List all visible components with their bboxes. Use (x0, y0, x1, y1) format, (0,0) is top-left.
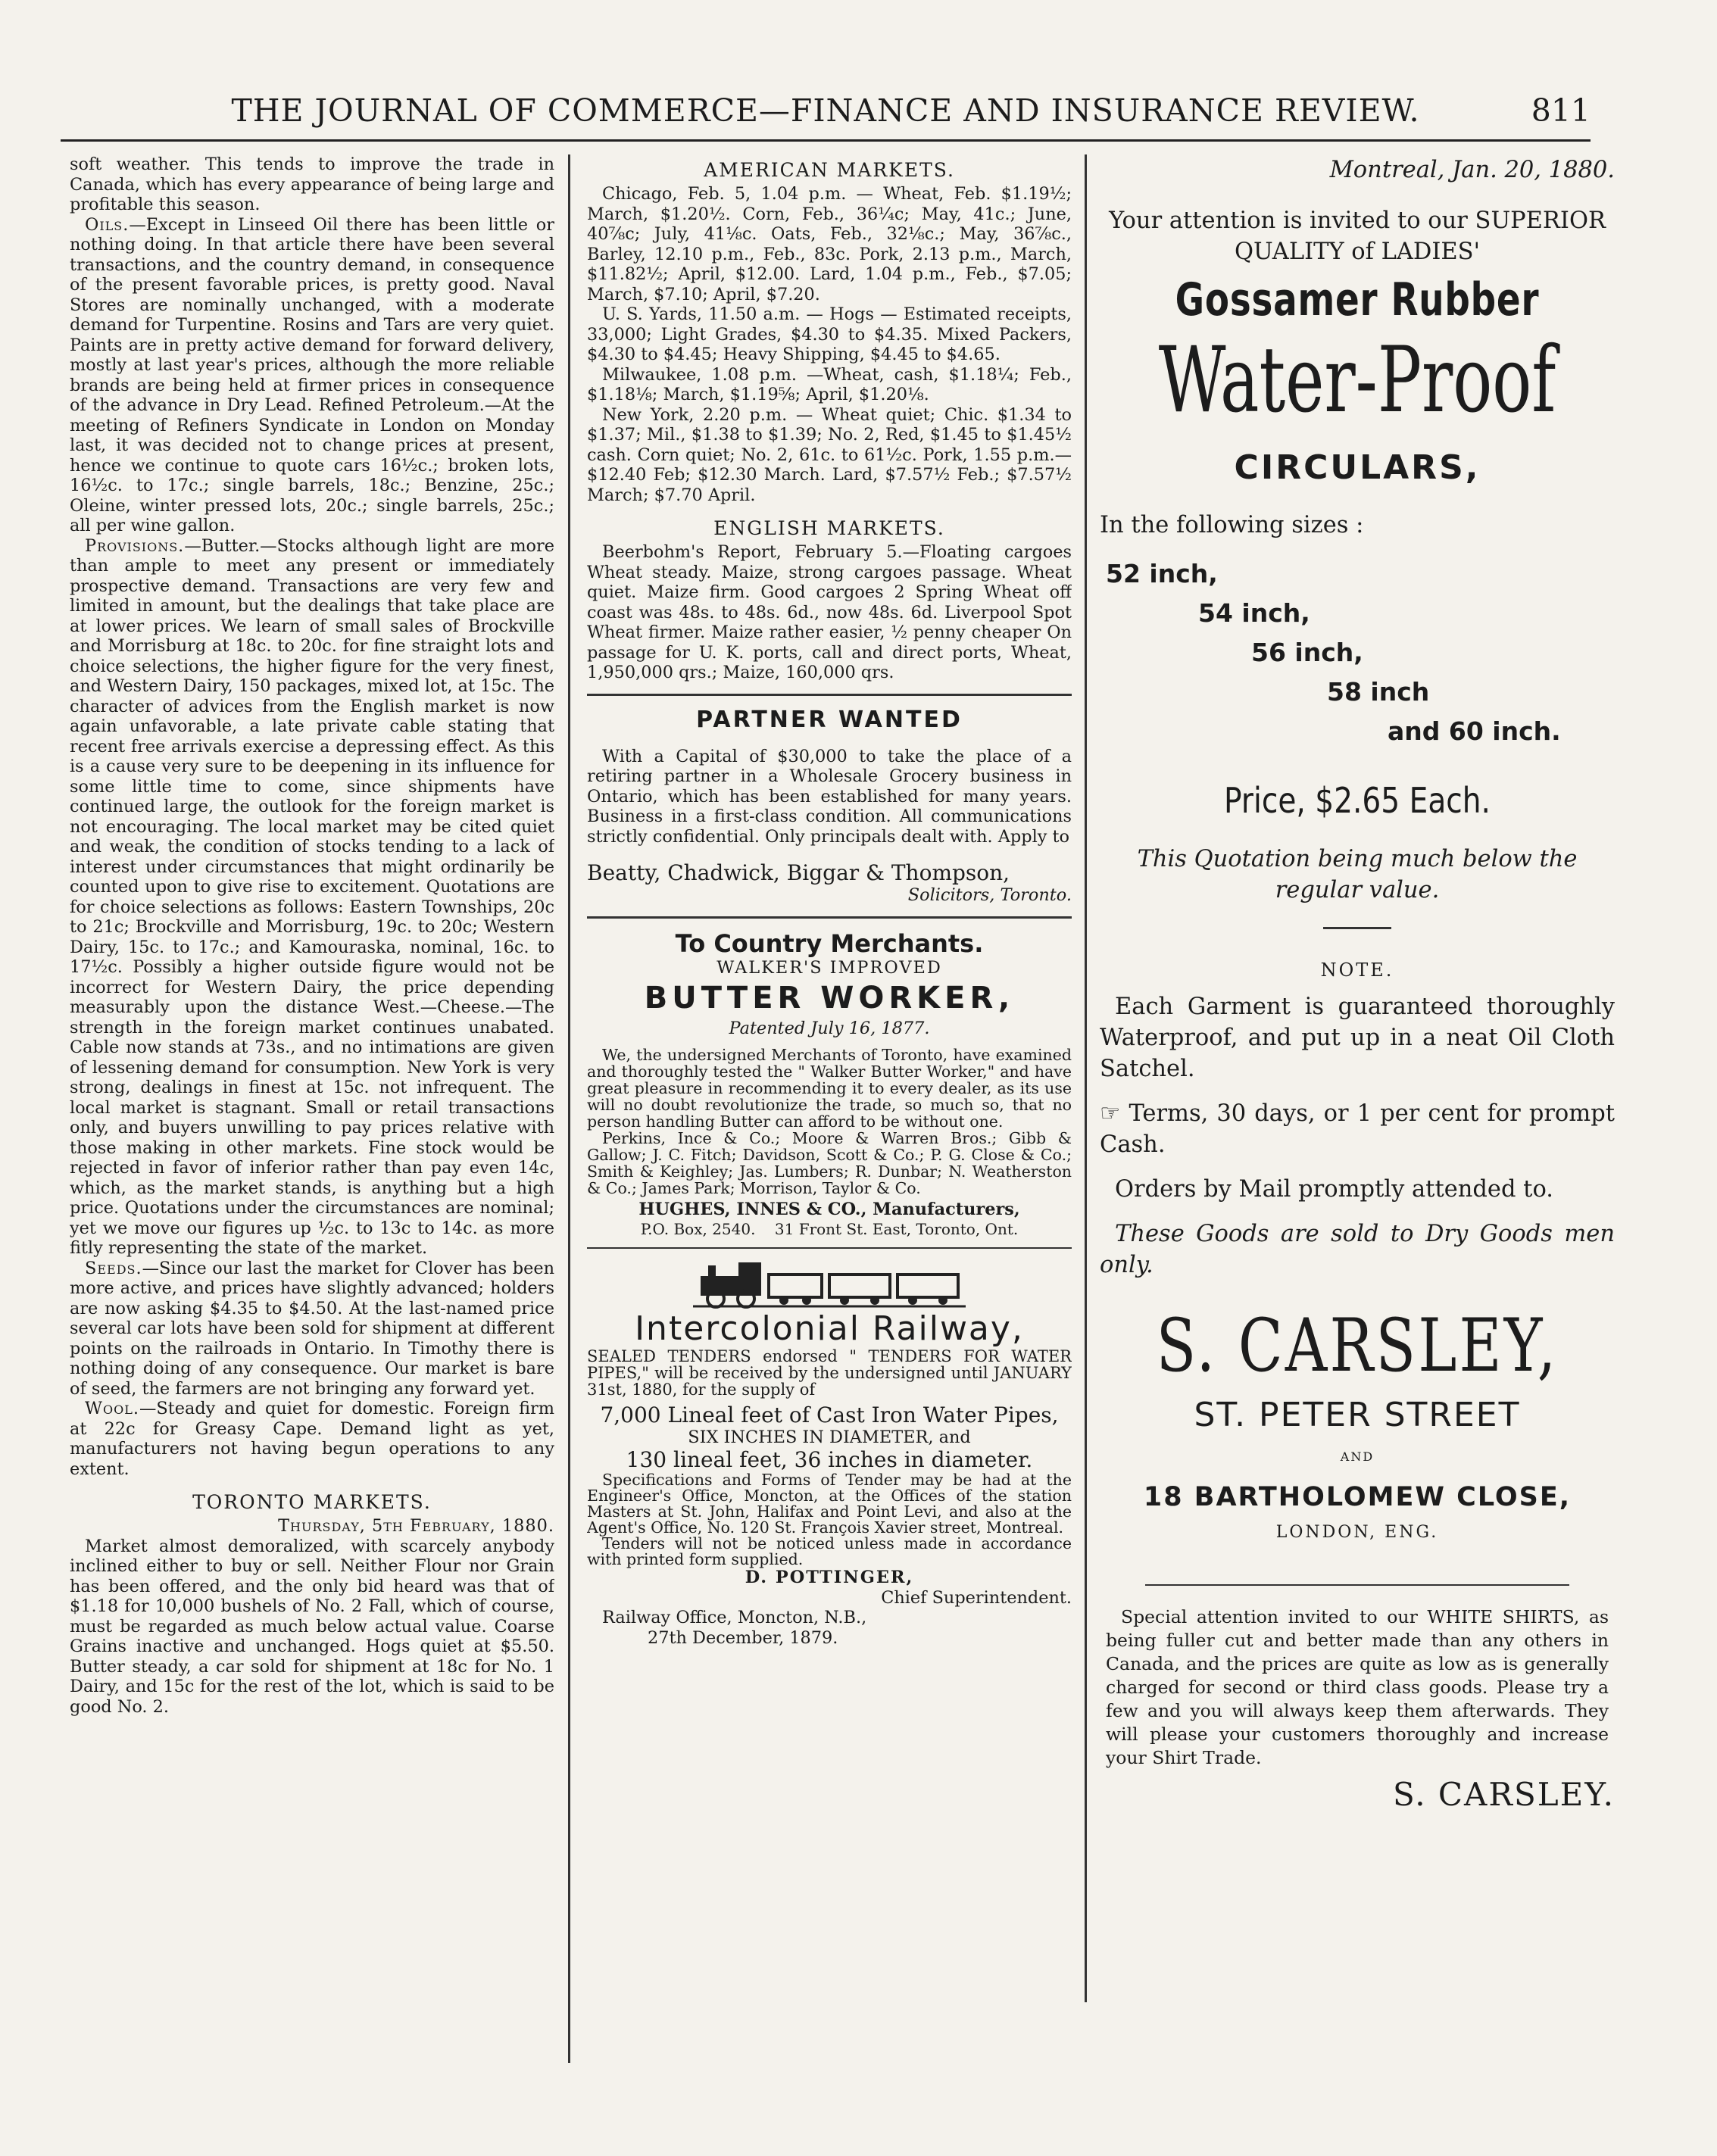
note-guarantee: Each Garment is guaranteed thoroughly Waterproof, and put up in a neat Oil Cloth Satchel. (1100, 994, 1615, 1082)
pointing-hand-icon: ☞ (1100, 1100, 1129, 1127)
waterproof-heading: Water-Proof (1158, 328, 1556, 433)
note-terms (1100, 1098, 1615, 1160)
column-rule-right (1085, 154, 1087, 2002)
cast-iron-pipes: 7,000 Lineal feet of Cast Iron Water Pipes, (600, 1402, 1059, 1427)
divider (587, 916, 1072, 919)
new-york-quotes: New York, 2.20 p.m. — Wheat quiet; Chic. $1.34 to $1.37; Mil., $1.38 to $1.39; No. 2, Red, $1.45 to $1.45½ cash. Corn quiet; No. 2, 61c. to 61½c. Pork, 1.55 p.m.—$12.40 Feb; $12.30 March. Lard, $7.57½ Feb.; $7.57½ March; $7.70 April. (587, 404, 1072, 505)
intro-text: Your attention is invited to our SUPERIOR QUALITY of LADIES' (1109, 207, 1606, 265)
terms-text: Terms, 30 days, or 1 per cent for prompt Cash. (1100, 1100, 1615, 1158)
divider (1323, 927, 1391, 929)
provisions-text: —Butter.—Stocks although light are more than ample to meet any present or immediately prospective demand. Transactions are very few and limited in amount, but the dealings that take place are at lower prices. We learn of small sales of Brockville and Morrisburg at 18c. to 20c. for fine straight lots and choice selections, the higher figure for the very finest, and Western Dairy, 150 packages, mixed lot, at 15c. The character of advices from the English market is now again unfavorable, a late private cable stating that recent free arrivals exercise a depressing effect. As this is a cause very sure to be deepening in its influence for some little time to come, since shipments have continued large, the outlook for the foreign market is not encouraging. The local market may be cited quiet and weak, the condition of stocks tending to a lack of interest under circumstances that might ordinarily be counted upon to give rise to excitement. Quotations are for choice selections as follows: Eastern Townships, 20c to 21c; Brockville and Morrisburg, 19c. to 20c; Western Dairy, 15c. to 17c.; and Kamouraska, nominal, 16c. to 17½c. Possibly a higher outside figure would not be incorrect for Western Dairy, the price depending measurably upon the distance West.—Cheese.—The strength in the foreign market continues unabated. Cable now stands at 73s., and no intimations are given of lessening demand for consumption. New York is very strong, dealings in finest at 15c. not infrequent. The local market is stagnant. Small or retail transactions only, and buyers unwilling to pay prices relative with those making in other markets. Fine stock would be rejected in favor of inferior rather than pay even 14c, which, as the market stands, is anything but a high price. Quotations under the circumstances are nominal; yet we move our figures up ½c. to 13c to 14c. as more fitly representing the state of the market. (70, 535, 554, 1258)
milwaukee-quotes: Milwaukee, 1.08 p.m. —Wheat, cash, $1.18¼; Feb., $1.18⅛; March, $1.19⅝; April, $1.20⅛. (587, 364, 1072, 404)
paragraph-seeds (70, 1259, 554, 1399)
paragraph-wool (70, 1399, 554, 1479)
wool-text: —Steady and quiet for domestic. Foreign firm at 22c for Greasy Cape. Demand light as yet, manufacturers not having begun operations to any extent. (70, 1399, 554, 1479)
tenders-note: Tenders will not be noticed unless made in accordance with printed form supplied. (587, 1534, 1072, 1568)
partner-wanted-text: With a Capital of $30,000 to take the place of a retiring partner in a Wholesale Grocery business in Ontario, which has been established for many years. Business in a first-class condition. All communications strictly confidential. Only principals dealt with. Apply to (587, 746, 1072, 847)
tender-notice: SEALED TENDERS endorsed " TENDERS FOR WATER PIPES," will be received by the undersigned until JANUARY 31st, 1880, for the supply of (587, 1346, 1072, 1399)
price: Price, $2.65 Each. (1224, 780, 1491, 821)
paragraph-provisions (70, 536, 554, 1259)
hughes-innes-manufacturers: HUGHES, INNES & CO., Manufacturers, (638, 1199, 1020, 1219)
partner-firm: Beatty, Chadwick, Biggar & Thompson, (587, 860, 1010, 885)
sizes-intro: In the following sizes : (1100, 512, 1364, 538)
london-eng: LONDON, ENG. (1275, 1523, 1439, 1542)
seeds-text: —Since our last the market for Clover has been more active, and prices have slightly advanced; holders are now asking $4.35 to $4.50. At the last-named price several car lots have been sold for shipment at different points on the railroads in Ontario. In Timothy there is nothing doing of any consequence. Our market is bare of seed, the farmers are not bringing any forward yet. (70, 1258, 554, 1399)
partner-wanted-heading: PARTNER WANTED (696, 706, 963, 733)
divider (587, 694, 1072, 696)
walker-improved: WALKER'S IMPROVED (716, 957, 942, 978)
patent-date: Patented July 16, 1877. (729, 1019, 930, 1038)
page-number: 811 (1531, 92, 1591, 129)
divider (587, 1247, 1072, 1249)
english-markets-heading: ENGLISH MARKETS. (713, 517, 945, 539)
st-peter-street: ST. PETER STREET (1194, 1396, 1521, 1434)
partner-solicitors: Solicitors, Toronto. (907, 885, 1072, 905)
toronto-date: Thursday, 5th February, 1880. (278, 1516, 554, 1536)
railway-office: Railway Office, Moncton, N.B., (602, 1608, 867, 1627)
dateline: Montreal, Jan. 20, 1880. (1329, 157, 1615, 183)
note-heading: NOTE. (1320, 959, 1394, 981)
white-shirts-text: Special attention invited to our WHITE SHIRTS, as being fuller cut and better made than any others in Canada, and the prices are quite as low as is generally charged for second or third class goods. Please try a few and you will always keep them afterwards. They will please your customers thoroughly and increase your Shirt Trade. (1106, 1606, 1609, 1768)
journal-title: THE JOURNAL OF COMMERCE—FINANCE AND INSURANCE REVIEW. (231, 92, 1420, 129)
quotation-note: This Quotation being much below the regular value. (1137, 846, 1578, 903)
note-dry-goods: These Goods are sold to Dry Goods men only. (1100, 1221, 1615, 1278)
oils-text: —Except in Linseed Oil there has been little or nothing doing. In that article there have been several transactions, and the country demand, in consequence of the present favorable prices, is pretty good. Naval Stores are nominally unchanged, with a moderate demand for Turpentine. Rosins and Tars are very quiet. Paints are in pretty active demand for forward delivery, mostly at last year's prices, although the more reliable brands are being held at firmer prices in consequence of the advance in Dry Lead. Refined Petroleum.—At the meeting of Refiners Syndicate in London on Monday last, it was decided not to change prices at present, hence we continue to quote cars 16½c.; broken lots, 16½c. to 17c.; single barrels, 18c.; Benzine, 25c.; Oleine, winter pressed lots, 20c.; single barrels, 25c.; all per wine gallon. (70, 214, 554, 535)
locomotive-icon (693, 1256, 966, 1309)
lineal-feet-36: 130 lineal feet, 36 inches in diameter. (626, 1447, 1033, 1472)
pottinger-name: D. POTTINGER, (745, 1568, 914, 1587)
size-60: and 60 inch. (1388, 716, 1561, 746)
size-56: 56 inch, (1251, 638, 1363, 667)
oils-heading: Oils. (85, 214, 130, 235)
column-market-review (70, 154, 554, 2093)
us-yards-quotes: U. S. Yards, 11.50 a.m. — Hogs — Estimated receipts, 33,000; Light Grades, $4.30 to $4.35. Mixed Packers, $4.30 to $4.45; Heavy Shipping, $4.45 to $4.65. (587, 304, 1072, 364)
toronto-text: Market almost demoralized, with scarcely anybody inclined either to buy or sell. Neither Flour nor Grain has been offered, and the only bid heard was that of $1.18 for 10,000 bushels of No. 2 Fall, which of course, must be regarded as much below actual value. Coarse Grains inactive and unchanged. Hogs quiet at $5.50. Butter steady, a car sold for shipment at 18c for No. 1 Dairy, and 15c for the rest of the lot, which is said to be good No. 2. (70, 1536, 554, 1717)
column-markets-ads (587, 154, 1072, 2025)
toronto-markets-heading: TORONTO MARKETS. (192, 1491, 432, 1513)
page-header (61, 92, 1591, 142)
hughes-address: P.O. Box, 2540. 31 Front St. East, Toronto, Ont. (640, 1220, 1019, 1238)
butter-worker-heading: BUTTER WORKER, (644, 981, 1015, 1016)
carsley-signature: S. CARSLEY. (1392, 1776, 1615, 1813)
size-54: 54 inch, (1198, 598, 1310, 628)
paragraph-trade: soft weather. This tends to improve the trade in Canada, which has every appearance of being large and profitable this season. (70, 154, 554, 214)
divider (1145, 1584, 1569, 1586)
carsley-name: S. CARSLEY, (1156, 1303, 1559, 1388)
railway-date: 27th December, 1879. (648, 1627, 838, 1648)
size-58: 58 inch (1327, 677, 1430, 707)
chief-superintendent: Chief Superintendent. (881, 1587, 1072, 1608)
butter-worker-testimonial: We, the undersigned Merchants of Toronto, have examined and thoroughly tested the " Walker Butter Worker," and have great pleasure in recommending it to every dealer, as its use will no doubt revolutionize the trade, so much so, that no person handling Butter can afford to be without one. (587, 1045, 1072, 1131)
english-report: Beerbohm's Report, February 5.—Floating cargoes Wheat steady. Maize, strong cargoes passage. Wheat quiet. Maize firm. Good cargoes 2 Spring Wheat off coast was 48s. to 48s. 6d., now 48s. 6d. Liverpool Spot Wheat firmer. Maize rather easier, ½ penny cheaper On passage for U. K. ports, call and direct ports, Wheat, 1,950,000 qrs.; Maize, 160,000 qrs. (587, 542, 1072, 682)
provisions-heading: Provisions. (85, 535, 185, 556)
gossamer-rubber-heading: Gossamer Rubber (1175, 273, 1540, 326)
merchant-names: Perkins, Ince & Co.; Moore & Warren Bros.; Gibb & Gallow; J. C. Fitch; Davidson, Scott & Co.; P. G. Close & Co.; Smith & Keighley; Jas. Lumbers; R. Dunbar; N. Weatherston & Co.; James Park; Morrison, Taylor & Co. (587, 1128, 1072, 1197)
bartholomew-close: 18 BARTHOLOMEW CLOSE, (1143, 1482, 1572, 1512)
note-orders: Orders by Mail promptly attended to. (1115, 1176, 1553, 1203)
specifications-text: Specifications and Forms of Tender may be had at the Engineer's Office, Moncton, at the Offices of the station Masters at St. John, Halifax and Point Levi, and also at the Agent's Office, No. 120 St. François Xavier street, Montreal. (587, 1471, 1072, 1537)
american-markets-heading: AMERICAN MARKETS. (704, 159, 955, 181)
intercolonial-railway-heading: Intercolonial Railway, (635, 1309, 1024, 1348)
chicago-quotes: Chicago, Feb. 5, 1.04 p.m. — Wheat, Feb. $1.19½; March, $1.20½. Corn, Feb., 36¼c; May, 41c.; June, 40⅞c; July, 41⅛c. Oats, Feb., 32⅛c.; May, 36⅞c., Barley, 12.10 p.m., Feb., 83c. Pork, 2.13 p.m., March, $11.82½; April, $12.00. Lard, 1.04 p.m., Feb., $7.05; March, $7.10; April, $7.20. (587, 184, 1072, 304)
size-52: 52 inch, (1106, 559, 1218, 588)
six-inches: SIX INCHES IN DIAMETER, and (688, 1427, 971, 1447)
wool-heading: Wool. (85, 1399, 139, 1418)
column-rule-left (568, 154, 570, 2063)
column-carsley-advert (1100, 154, 1615, 2048)
seeds-heading: Seeds. (85, 1258, 142, 1278)
paragraph-oils (70, 215, 554, 536)
circulars-heading: CIRCULARS, (1234, 448, 1481, 487)
country-merchants-heading: To Country Merchants. (675, 928, 984, 958)
and-text: AND (1340, 1449, 1375, 1464)
